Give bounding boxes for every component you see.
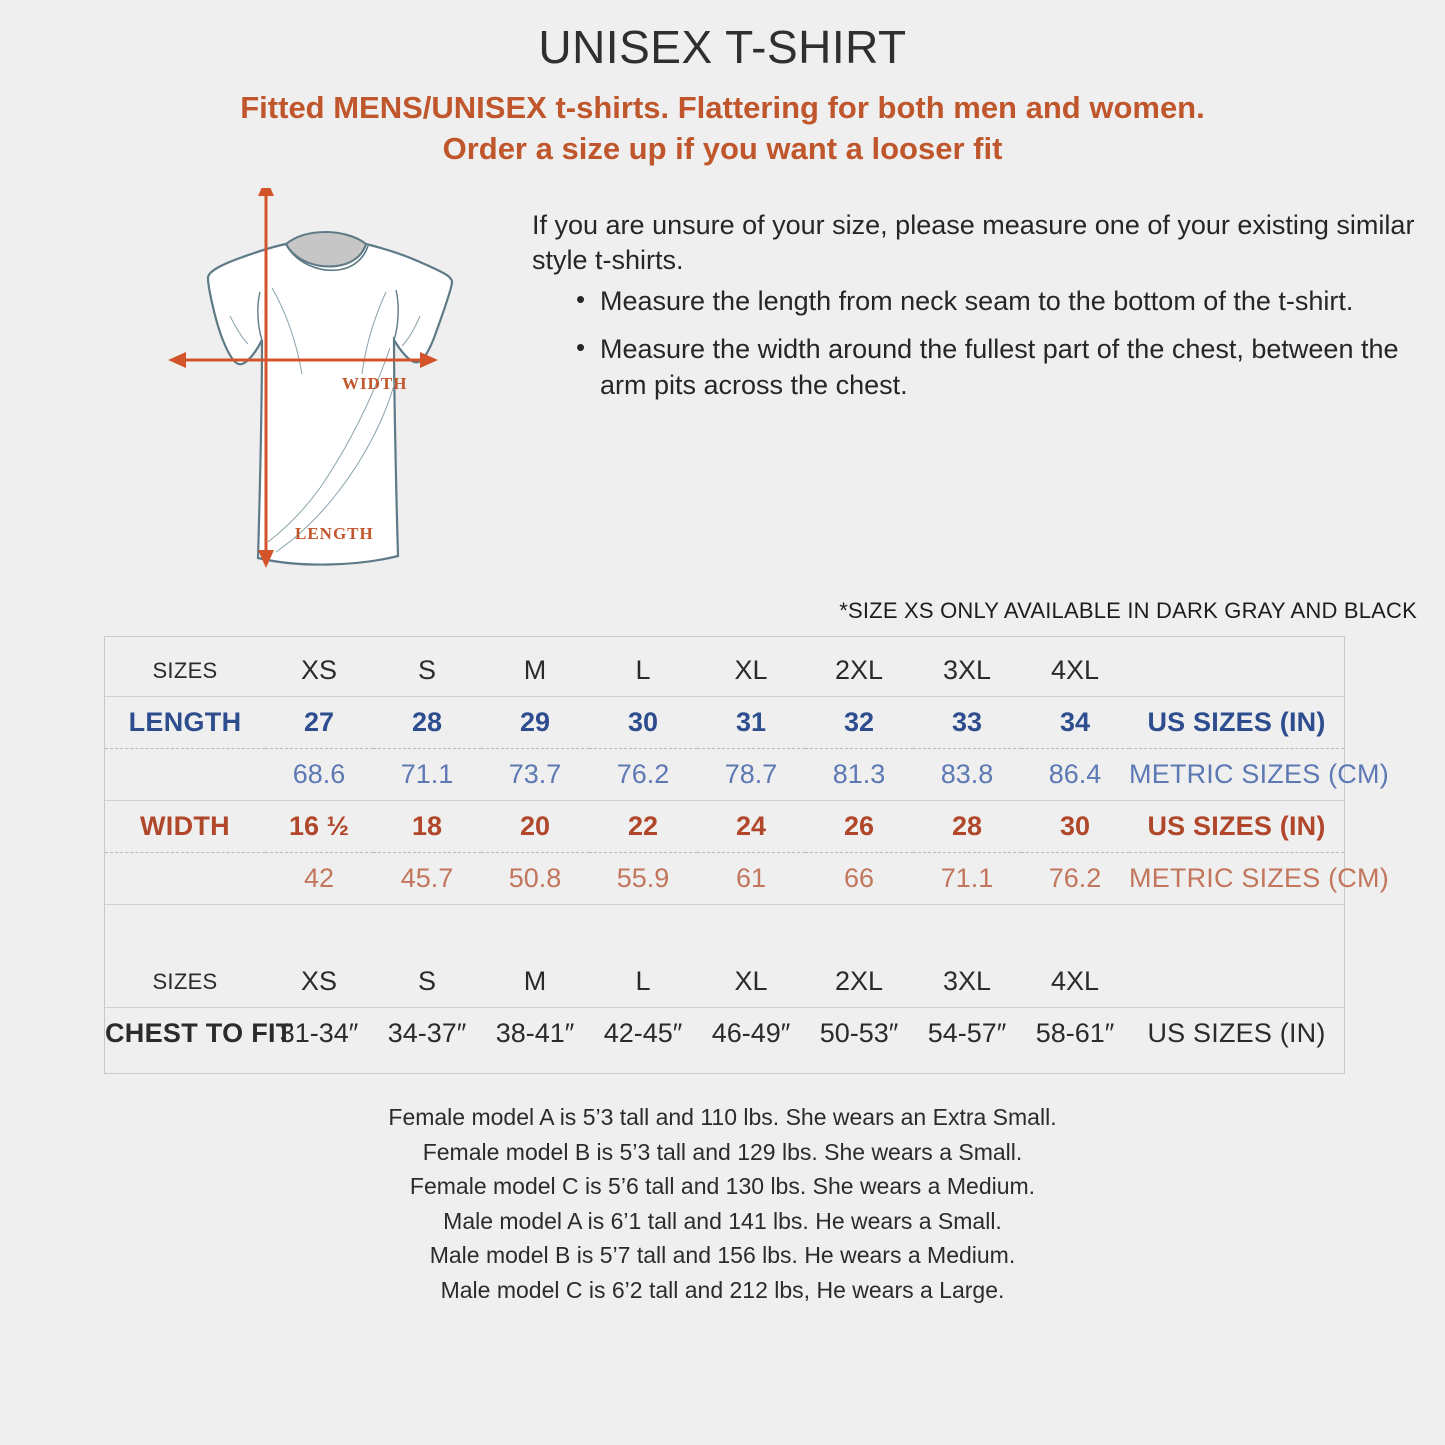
size-s: S xyxy=(373,956,481,1008)
instructions-list xyxy=(532,284,1417,403)
unit-label: US SIZES (IN) xyxy=(1147,1018,1326,1049)
cell: 28 xyxy=(913,801,1021,853)
table-row-sizes-header-2 xyxy=(105,956,1344,1008)
cell: 30 xyxy=(589,697,697,749)
cell: 58-61″ xyxy=(1035,1018,1115,1049)
availability-note: *SIZE XS ONLY AVAILABLE IN DARK GRAY AND BLACK xyxy=(839,598,1417,624)
size-3xl: 3XL xyxy=(913,645,1021,697)
cell: 76.2 xyxy=(1021,853,1129,905)
model-note-line: Male model C is 6’2 tall and 212 lbs, He wears a Large. xyxy=(440,1276,1005,1303)
unit-header-empty xyxy=(1129,645,1344,697)
unit-label: US SIZES (IN) xyxy=(1129,697,1344,749)
unit-label: METRIC SIZES (CM) xyxy=(1129,853,1344,905)
size-m: M xyxy=(481,956,589,1008)
size-l: L xyxy=(589,956,697,1008)
cell: 33 xyxy=(913,697,1021,749)
model-note-line: Male model A is 6’1 tall and 141 lbs. He wears a Small. xyxy=(443,1207,1002,1234)
model-note-line: Female model B is 5’3 tall and 129 lbs. She wears a Small. xyxy=(422,1138,1023,1165)
row-label-length: LENGTH xyxy=(105,697,265,749)
size-xs: XS xyxy=(265,645,373,697)
subtitle-line-2: Order a size up if you want a looser fit xyxy=(442,131,1003,167)
cell: 16 ½ xyxy=(265,801,373,853)
list-item: • Measure the length from neck seam to the bottom of the t-shirt. xyxy=(576,284,1417,320)
row-label-chest: CHEST TO FIT xyxy=(105,1018,293,1049)
length-label: LENGTH xyxy=(295,524,374,544)
size-4xl: 4XL xyxy=(1021,956,1129,1008)
size-s: S xyxy=(373,645,481,697)
table-row-chest-to-fit xyxy=(105,1008,1344,1060)
size-xl: XL xyxy=(697,956,805,1008)
cell: 83.8 xyxy=(913,749,1021,801)
table-row-length-in xyxy=(105,697,1344,749)
cell: 32 xyxy=(805,697,913,749)
cell: 26 xyxy=(805,801,913,853)
cell: 18 xyxy=(373,801,481,853)
table-row-width-cm xyxy=(105,853,1344,905)
cell: 61 xyxy=(697,853,805,905)
instructions-intro: If you are unsure of your size, please measure one of your existing similar style t-shirts. xyxy=(532,210,1415,276)
table-spacer xyxy=(105,905,1344,957)
instructions xyxy=(520,188,1417,588)
cell: 31-34″ xyxy=(279,1018,359,1049)
size-l: L xyxy=(589,645,697,697)
table-row-width-in xyxy=(105,801,1344,853)
unit-label: US SIZES (IN) xyxy=(1129,801,1344,853)
cell: 38-41″ xyxy=(495,1018,575,1049)
cell: 68.6 xyxy=(265,749,373,801)
sizes-label-2: SIZES xyxy=(105,956,265,1008)
table-row-length-cm xyxy=(105,749,1344,801)
model-note-line: Male model B is 5’7 tall and 156 lbs. He wears a Medium. xyxy=(429,1242,1016,1269)
row-label-empty xyxy=(105,749,265,801)
cell: 54-57″ xyxy=(927,1018,1007,1049)
cell: 31 xyxy=(697,697,805,749)
cell: 20 xyxy=(481,801,589,853)
page-title: UNISEX T-SHIRT xyxy=(538,21,907,73)
cell: 50-53″ xyxy=(819,1018,899,1049)
size-table xyxy=(104,636,1389,1074)
subtitle-line-1: Fitted MENS/UNISEX t-shirts. Flattering for both men and women. xyxy=(240,89,1205,125)
cell: 45.7 xyxy=(373,853,481,905)
unit-label: METRIC SIZES (CM) xyxy=(1129,749,1344,801)
cell: 46-49″ xyxy=(711,1018,791,1049)
model-notes xyxy=(0,1100,1445,1307)
cell: 66 xyxy=(805,853,913,905)
cell: 29 xyxy=(481,697,589,749)
size-2xl: 2XL xyxy=(805,956,913,1008)
size-m: M xyxy=(481,645,589,697)
cell: 22 xyxy=(589,801,697,853)
cell: 34-37″ xyxy=(387,1018,467,1049)
size-2xl: 2XL xyxy=(805,645,913,697)
cell: 81.3 xyxy=(805,749,913,801)
unit-header-empty-2 xyxy=(1129,956,1344,1008)
cell: 28 xyxy=(373,697,481,749)
cell: 71.1 xyxy=(373,749,481,801)
cell: 42 xyxy=(265,853,373,905)
model-note-line: Female model A is 5’3 tall and 110 lbs. She wears an Extra Small. xyxy=(388,1104,1057,1131)
cell: 24 xyxy=(697,801,805,853)
cell: 76.2 xyxy=(589,749,697,801)
cell: 30 xyxy=(1021,801,1129,853)
row-label-empty xyxy=(105,853,265,905)
width-label: WIDTH xyxy=(342,374,408,394)
size-3xl: 3XL xyxy=(913,956,1021,1008)
tshirt-diagram xyxy=(90,188,520,588)
cell: 55.9 xyxy=(589,853,697,905)
list-item: • Measure the width around the fullest part of the chest, between the arm pits across the chest. xyxy=(576,332,1417,403)
diagram-and-instructions xyxy=(0,188,1445,588)
size-xs: XS xyxy=(265,956,373,1008)
row-label-width: WIDTH xyxy=(105,801,265,853)
size-xl: XL xyxy=(697,645,805,697)
cell: 50.8 xyxy=(481,853,589,905)
sizes-label: SIZES xyxy=(105,645,265,697)
cell: 78.7 xyxy=(697,749,805,801)
cell: 73.7 xyxy=(481,749,589,801)
cell: 42-45″ xyxy=(603,1018,683,1049)
model-note-line: Female model C is 5’6 tall and 130 lbs. She wears a Medium. xyxy=(409,1173,1036,1200)
page-subtitle xyxy=(0,87,1445,171)
size-4xl: 4XL xyxy=(1021,645,1129,697)
table-row-sizes-header xyxy=(105,645,1344,697)
cell: 71.1 xyxy=(913,853,1021,905)
cell: 27 xyxy=(265,697,373,749)
cell: 34 xyxy=(1021,697,1129,749)
cell: 86.4 xyxy=(1021,749,1129,801)
